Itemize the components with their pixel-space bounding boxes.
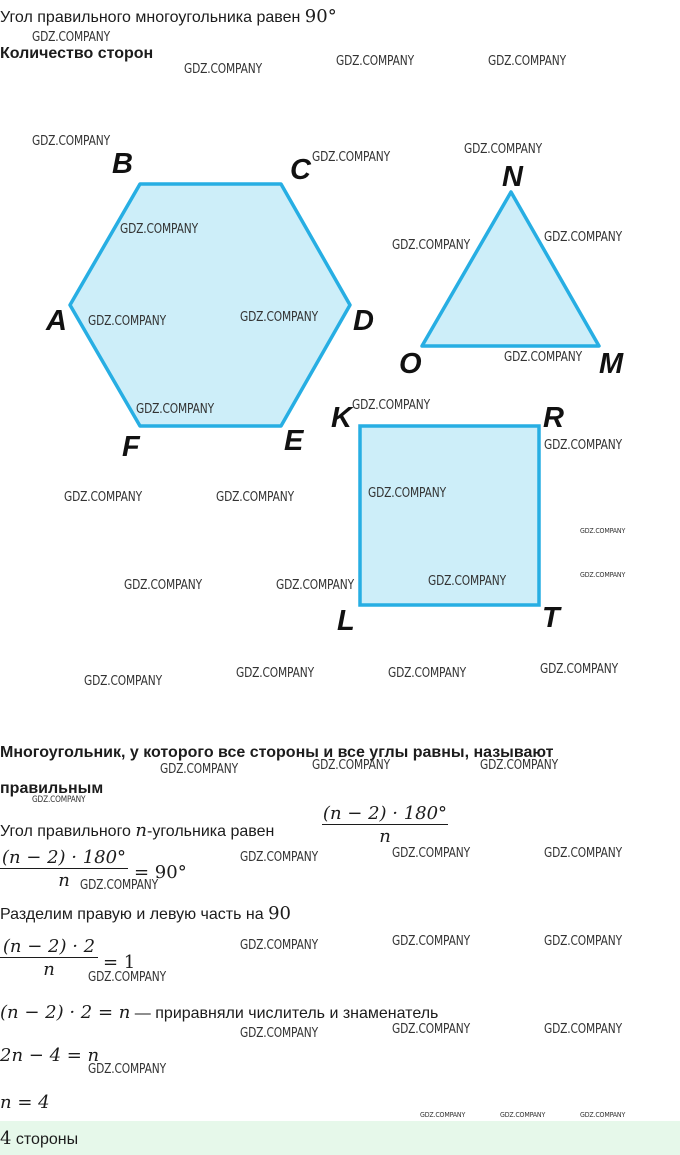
equation-5: n = 4 bbox=[0, 1092, 50, 1113]
equation-1-numerator: (n − 2) · 180° bbox=[1, 847, 127, 868]
vertex-label-b: B bbox=[112, 148, 133, 180]
watermark-text: GDZ.COMPANY bbox=[544, 230, 622, 245]
angle-fraction-numerator: (n − 2) · 180° bbox=[322, 803, 448, 824]
definition-line-2: правильным bbox=[0, 780, 104, 797]
watermark-text: GDZ.COMPANY bbox=[544, 438, 622, 453]
angle-text: Угол правильного bbox=[0, 823, 136, 840]
watermark-text: GDZ.COMPANY bbox=[336, 54, 414, 69]
watermark-text: GDZ.COMPANY bbox=[240, 310, 318, 325]
vertex-label-t: T bbox=[542, 602, 560, 634]
watermark-text: GDZ.COMPANY bbox=[580, 527, 626, 535]
divide-text: Разделим правую и левую часть на bbox=[0, 906, 269, 923]
vertex-label-m: M bbox=[599, 348, 624, 380]
watermark-text: GDZ.COMPANY bbox=[392, 934, 470, 949]
triangle-shape bbox=[422, 192, 599, 346]
watermark-text: GDZ.COMPANY bbox=[392, 238, 470, 253]
definition-line-1: Многоугольник, у которого все стороны и все углы равны, называют bbox=[0, 744, 554, 761]
watermark-text: GDZ.COMPANY bbox=[428, 574, 506, 589]
task-angle-value: 90° bbox=[304, 6, 337, 27]
watermark-text: GDZ.COMPANY bbox=[240, 1026, 318, 1041]
watermark-text: GDZ.COMPANY bbox=[136, 402, 214, 417]
watermark-text: GDZ.COMPANY bbox=[544, 1022, 622, 1037]
watermark-text: GDZ.COMPANY bbox=[312, 758, 390, 773]
answer-line bbox=[0, 1128, 78, 1149]
divide-line bbox=[0, 903, 291, 924]
watermark-text: GDZ.COMPANY bbox=[276, 578, 354, 593]
equation-1-bar bbox=[0, 868, 128, 869]
watermark-text: GDZ.COMPANY bbox=[32, 30, 110, 45]
vertex-label-e: E bbox=[284, 425, 304, 457]
equation-2-rhs: = 1 bbox=[103, 952, 136, 973]
watermark-text: GDZ.COMPANY bbox=[420, 1111, 466, 1119]
watermark-text: GDZ.COMPANY bbox=[32, 795, 86, 805]
equation-4: 2n − 4 = n bbox=[0, 1045, 100, 1066]
answer-text: стороны bbox=[11, 1131, 79, 1148]
vertex-label-k: K bbox=[331, 402, 352, 434]
watermark-text: GDZ.COMPANY bbox=[240, 938, 318, 953]
watermark-text: GDZ.COMPANY bbox=[88, 1062, 166, 1077]
angle-fraction bbox=[322, 803, 448, 847]
watermark-text: GDZ.COMPANY bbox=[540, 662, 618, 677]
angle-fraction-denominator: n bbox=[379, 826, 391, 847]
angle-fraction-bar bbox=[322, 824, 448, 825]
angle-formula-line bbox=[0, 820, 274, 841]
task-line-1-text: Угол правильного многоугольника равен bbox=[0, 9, 305, 26]
equation-2-denominator: n bbox=[43, 959, 55, 980]
equation-2-bar bbox=[0, 957, 98, 958]
watermark-text: GDZ.COMPANY bbox=[184, 62, 262, 77]
answer-box bbox=[0, 1121, 680, 1155]
watermark-text: GDZ.COMPANY bbox=[160, 762, 238, 777]
watermark-text: GDZ.COMPANY bbox=[120, 222, 198, 237]
hexagon-shape bbox=[70, 184, 350, 426]
equation-1-rhs: = 90° bbox=[134, 862, 187, 883]
equation-3-line bbox=[0, 1002, 438, 1023]
watermark-text: GDZ.COMPANY bbox=[88, 314, 166, 329]
task-line-2: Количество сторон bbox=[0, 45, 154, 62]
equation-2-fraction bbox=[0, 936, 98, 980]
watermark-text: GDZ.COMPANY bbox=[464, 142, 542, 157]
vertex-label-l: L bbox=[337, 605, 355, 637]
watermark-text: GDZ.COMPANY bbox=[352, 398, 430, 413]
watermark-text: GDZ.COMPANY bbox=[368, 486, 446, 501]
watermark-text: GDZ.COMPANY bbox=[488, 54, 566, 69]
angle-n: n bbox=[135, 820, 147, 841]
watermark-text: GDZ.COMPANY bbox=[124, 578, 202, 593]
watermark-text: GDZ.COMPANY bbox=[392, 1022, 470, 1037]
watermark-text: GDZ.COMPANY bbox=[80, 878, 158, 893]
watermark-text: GDZ.COMPANY bbox=[64, 490, 142, 505]
watermark-text: GDZ.COMPANY bbox=[216, 490, 294, 505]
watermark-text: GDZ.COMPANY bbox=[580, 1111, 626, 1119]
watermark-text: GDZ.COMPANY bbox=[392, 846, 470, 861]
watermark-text: GDZ.COMPANY bbox=[544, 846, 622, 861]
vertex-label-a: A bbox=[46, 305, 67, 337]
watermark-text: GDZ.COMPANY bbox=[504, 350, 582, 365]
watermark-text: GDZ.COMPANY bbox=[32, 134, 110, 149]
vertex-label-n: N bbox=[502, 161, 523, 193]
vertex-label-c: C bbox=[290, 154, 311, 186]
divide-value: 90 bbox=[268, 903, 291, 924]
watermark-text: GDZ.COMPANY bbox=[480, 758, 558, 773]
watermark-text: GDZ.COMPANY bbox=[240, 850, 318, 865]
vertex-label-d: D bbox=[353, 305, 374, 337]
watermark-text: GDZ.COMPANY bbox=[88, 970, 166, 985]
watermark-text: GDZ.COMPANY bbox=[500, 1111, 546, 1119]
watermark-text: GDZ.COMPANY bbox=[544, 934, 622, 949]
equation-3-math: (n − 2) · 2 = n bbox=[0, 1002, 131, 1023]
watermark-text: GDZ.COMPANY bbox=[580, 571, 626, 579]
vertex-label-f: F bbox=[122, 431, 140, 463]
equation-1-denominator: n bbox=[58, 870, 70, 891]
vertex-label-r: R bbox=[543, 402, 564, 434]
answer-value: 4 bbox=[0, 1128, 12, 1149]
equation-3-text: — приравняли числитель и знаменатель bbox=[130, 1005, 439, 1022]
watermark-text: GDZ.COMPANY bbox=[388, 666, 466, 681]
equation-2-numerator: (n − 2) · 2 bbox=[2, 936, 96, 957]
watermark-text: GDZ.COMPANY bbox=[84, 674, 162, 689]
watermark-text: GDZ.COMPANY bbox=[312, 150, 390, 165]
vertex-label-o: O bbox=[399, 348, 422, 380]
angle-text-2: -угольника равен bbox=[146, 823, 275, 840]
watermark-text: GDZ.COMPANY bbox=[236, 666, 314, 681]
